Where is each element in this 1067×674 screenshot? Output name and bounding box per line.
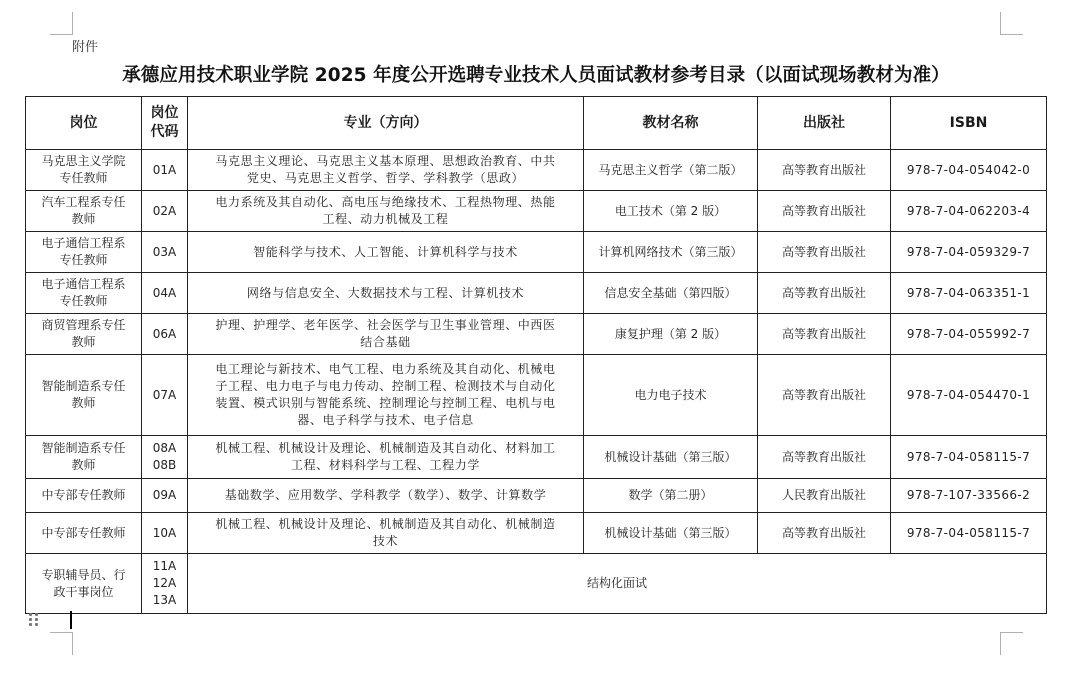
code-cell-line: 04A (152, 285, 177, 300)
position-cell-line: 中专部专任教师 (41, 488, 126, 502)
major-cell-line: 马克思主义理论、马克思主义基本原理、思想政治教育、中共 (215, 154, 556, 168)
position-cell-line: 教师 (71, 396, 96, 410)
code-cell (142, 273, 188, 314)
structured-interview-cell: 结构化面试 (188, 554, 1047, 614)
table-row (26, 436, 1047, 479)
textbook-cell: 电工技术（第 2 版） (584, 191, 758, 232)
page-corner-mark-bottom-left (50, 632, 73, 655)
code-cell (142, 554, 188, 614)
header-code-line: 岗位 (150, 105, 179, 121)
code-cell (142, 314, 188, 355)
position-cell (26, 355, 142, 436)
textbook-cell: 马克思主义哲学（第二版） (584, 150, 758, 191)
code-cell (142, 355, 188, 436)
textbook-cell: 计算机网络技术（第三版） (584, 232, 758, 273)
publisher-cell: 人民教育出版社 (758, 479, 891, 513)
major-cell (188, 232, 584, 273)
textbook-cell: 电力电子技术 (584, 355, 758, 436)
position-cell-line: 专任教师 (59, 294, 108, 308)
major-cell (188, 479, 584, 513)
code-cell-line: 08A (152, 441, 177, 455)
major-cell-line: 机械工程、机械设计及理论、机械制造及其自动化、材料加工 (215, 441, 556, 455)
position-cell (26, 150, 142, 191)
major-cell-line: 装置、模式识别与智能系统、控制理论与控制工程、电机与电 (215, 396, 556, 410)
table-row (26, 355, 1047, 436)
page-corner-mark-top-left (50, 12, 73, 35)
isbn-cell: 978-7-107-33566-2 (891, 479, 1047, 513)
isbn-cell: 978-7-04-054470-1 (891, 355, 1047, 436)
major-cell (188, 314, 584, 355)
code-cell-line: 03A (152, 244, 177, 259)
position-cell-line: 专职辅导员、行 (41, 567, 126, 582)
position-cell (26, 554, 142, 614)
header-textbook: 教材名称 (584, 97, 758, 150)
code-cell (142, 191, 188, 232)
attachment-label: 附件 (72, 40, 99, 55)
isbn-cell: 978-7-04-063351-1 (891, 273, 1047, 314)
position-cell (26, 513, 142, 554)
position-cell-line: 教师 (71, 212, 96, 226)
major-cell (188, 436, 584, 479)
position-cell-line: 中专部专任教师 (41, 525, 126, 540)
code-cell-line: 01A (152, 162, 177, 177)
table-row (26, 150, 1047, 191)
table-row (26, 232, 1047, 273)
position-cell-line: 教师 (71, 335, 96, 349)
major-cell-line: 基础数学、应用数学、学科教学（数学）、数学、计算数学 (224, 488, 547, 502)
table-row (26, 479, 1047, 513)
position-cell-line: 智能制造系专任 (41, 441, 126, 455)
code-cell (142, 150, 188, 191)
major-cell-line: 党史、马克思主义哲学、哲学、学科教学（思政） (246, 171, 525, 185)
header-isbn: ISBN (891, 97, 1047, 150)
publisher-cell: 高等教育出版社 (758, 150, 891, 191)
table-header-row (26, 97, 1047, 150)
position-cell-line: 智能制造系专任 (41, 379, 126, 393)
major-cell-line: 护理、护理学、老年医学、社会医学与卫生事业管理、中西医 (215, 318, 556, 332)
major-cell-line: 工程、材料科学与工程、工程力学 (290, 458, 480, 472)
isbn-cell: 978-7-04-054042-0 (891, 150, 1047, 191)
publisher-cell: 高等教育出版社 (758, 513, 891, 554)
code-cell-line: 12A (152, 576, 177, 590)
table-row (26, 554, 1047, 614)
position-cell-line: 专任教师 (59, 171, 108, 185)
position-cell-line: 电子通信工程系 (41, 277, 126, 291)
major-cell (188, 150, 584, 191)
code-cell-line: 07A (152, 387, 177, 402)
table-move-handle-icon[interactable] (29, 613, 39, 627)
code-cell-line: 13A (152, 593, 177, 607)
position-cell (26, 191, 142, 232)
position-cell-line: 商贸管理系专任 (41, 318, 126, 332)
publisher-cell: 高等教育出版社 (758, 273, 891, 314)
major-cell-line: 器、电子科学与技术、电子信息 (297, 413, 474, 427)
code-cell-line: 11A (152, 559, 177, 573)
major-cell-line: 结合基础 (360, 335, 411, 349)
page-corner-mark-bottom-right (1000, 632, 1023, 655)
text-cursor (70, 611, 72, 629)
table-row (26, 513, 1047, 554)
major-cell-line: 技术 (372, 534, 399, 548)
position-cell (26, 436, 142, 479)
code-cell (142, 479, 188, 513)
publisher-cell: 高等教育出版社 (758, 191, 891, 232)
code-cell (142, 513, 188, 554)
isbn-cell: 978-7-04-062203-4 (891, 191, 1047, 232)
major-cell-line: 网络与信息安全、大数据技术与工程、计算机技术 (246, 285, 525, 300)
header-publisher: 出版社 (758, 97, 891, 150)
position-cell (26, 479, 142, 513)
isbn-cell: 978-7-04-055992-7 (891, 314, 1047, 355)
major-cell (188, 273, 584, 314)
position-cell-line: 教师 (71, 458, 96, 472)
table-row (26, 314, 1047, 355)
major-cell (188, 355, 584, 436)
textbook-cell: 机械设计基础（第三版） (584, 436, 758, 479)
position-cell-line: 政干事岗位 (53, 584, 114, 599)
textbook-cell: 数学（第二册） (584, 479, 758, 513)
code-cell (142, 232, 188, 273)
isbn-cell: 978-7-04-059329-7 (891, 232, 1047, 273)
textbook-cell: 机械设计基础（第三版） (584, 513, 758, 554)
position-cell-line: 专任教师 (59, 253, 108, 267)
publisher-cell: 高等教育出版社 (758, 436, 891, 479)
major-cell-line: 工程、动力机械及工程 (322, 212, 449, 226)
textbook-cell: 信息安全基础（第四版） (584, 273, 758, 314)
major-cell-line: 机械工程、机械设计及理论、机械制造及其自动化、机械制造 (215, 517, 556, 531)
code-cell-line: 02A (152, 203, 177, 218)
code-cell-line: 06A (152, 326, 177, 341)
publisher-cell: 高等教育出版社 (758, 355, 891, 436)
major-cell-line: 电力系统及其自动化、高电压与绝缘技术、工程热物理、热能 (215, 195, 556, 209)
code-cell-line: 09A (152, 488, 177, 502)
isbn-cell: 978-7-04-058115-7 (891, 436, 1047, 479)
textbook-cell: 康复护理（第 2 版） (584, 314, 758, 355)
major-cell-line: 智能科学与技术、人工智能、计算机科学与技术 (253, 244, 518, 259)
publisher-cell: 高等教育出版社 (758, 314, 891, 355)
major-cell-line: 电工理论与新技术、电气工程、电力系统及其自动化、机械电 (215, 362, 556, 376)
position-cell-line: 汽车工程系专任 (41, 195, 126, 209)
table-row (26, 191, 1047, 232)
major-cell-line: 子工程、电力电子与电力传动、控制工程、检测技术与自动化 (215, 379, 556, 393)
page-corner-mark-top-right (1000, 12, 1023, 35)
position-cell-line: 马克思主义学院 (41, 154, 126, 168)
code-cell-line: 10A (152, 525, 177, 540)
position-cell (26, 273, 142, 314)
header-code-line: 代码 (150, 124, 179, 140)
textbook-table[interactable] (25, 96, 1047, 614)
isbn-cell: 978-7-04-058115-7 (891, 513, 1047, 554)
header-code (142, 97, 188, 150)
code-cell (142, 436, 188, 479)
publisher-cell: 高等教育出版社 (758, 232, 891, 273)
major-cell (188, 191, 584, 232)
header-major: 专业（方向） (188, 97, 584, 150)
major-cell (188, 513, 584, 554)
table-row (26, 273, 1047, 314)
document-title: 承德应用技术职业学院 2025 年度公开选聘专业技术人员面试教材参考目录（以面试现场教材为准） (122, 65, 950, 86)
code-cell-line: 08B (152, 458, 177, 472)
position-cell-line: 电子通信工程系 (41, 236, 126, 250)
position-cell (26, 314, 142, 355)
position-cell (26, 232, 142, 273)
header-position: 岗位 (26, 97, 142, 150)
